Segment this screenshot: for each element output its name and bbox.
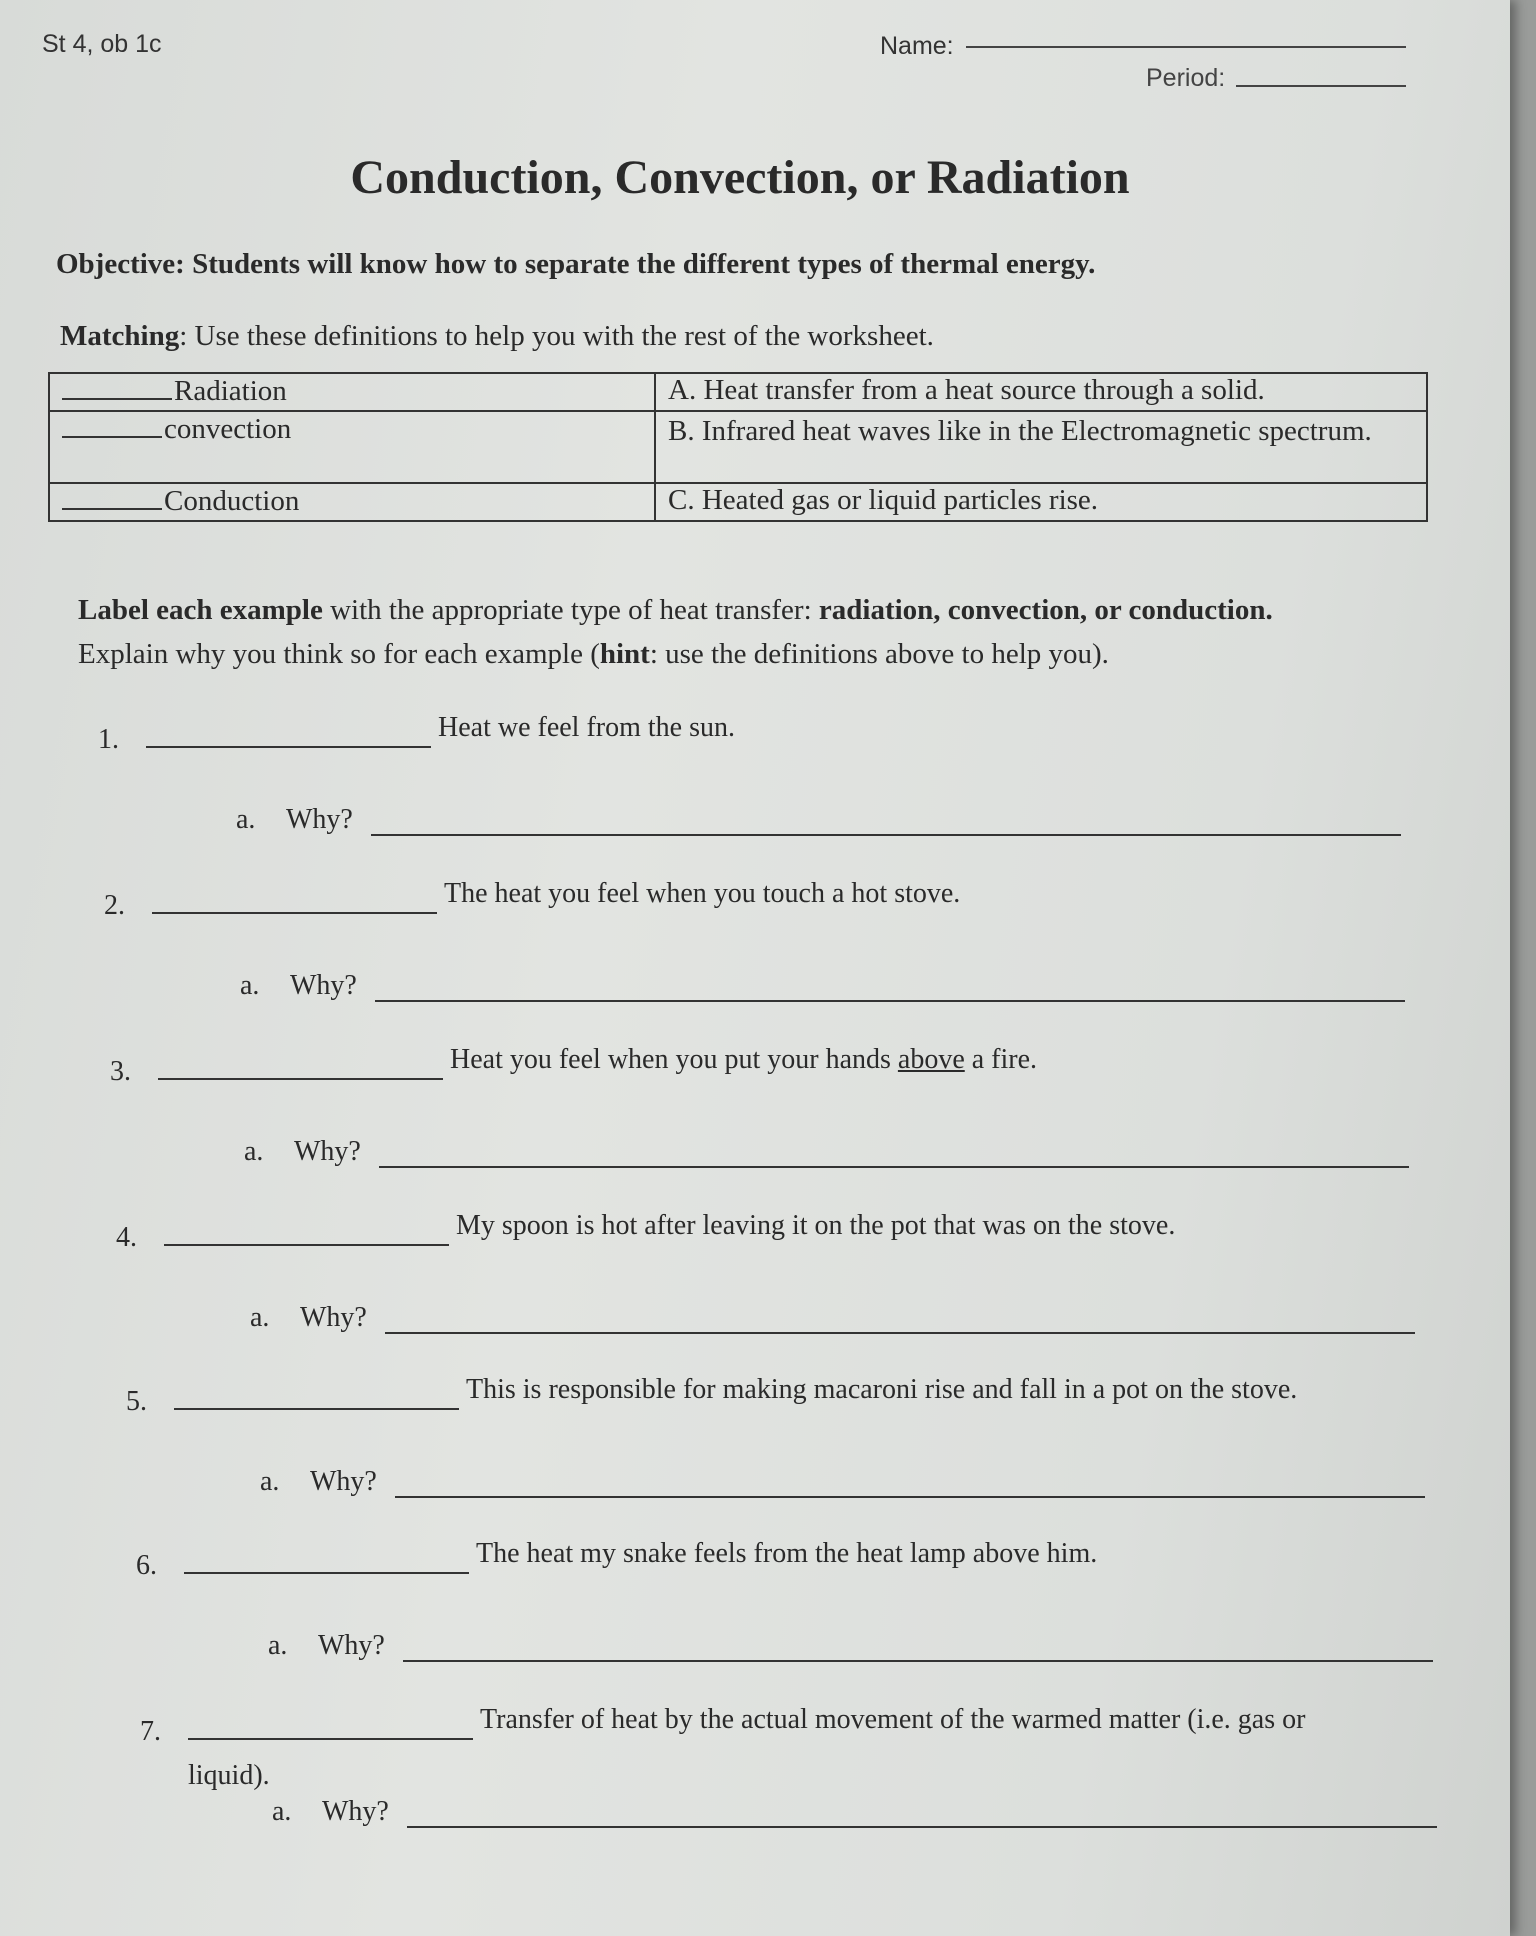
- matching-row: [49, 373, 1427, 411]
- question-text-part: a fire.: [964, 1044, 1038, 1075]
- answer-blank[interactable]: [158, 1078, 443, 1080]
- matching-instruction-text: : Use these definitions to help you with the rest of the worksheet.: [179, 320, 934, 352]
- question-text: Transfer of heat by the actual movement of the warmed matter (i.e. gas or: [480, 1704, 1306, 1735]
- matching-term: convection: [164, 413, 292, 445]
- answer-blank[interactable]: [164, 1244, 449, 1246]
- why-letter: a.: [272, 1796, 292, 1827]
- why-letter: a.: [244, 1136, 264, 1167]
- question-text: [450, 1044, 1037, 1076]
- period-field[interactable]: [1236, 85, 1406, 87]
- matching-answer-blank[interactable]: [62, 374, 172, 400]
- objective-text: Objective: Students will know how to separate the different types of thermal energy.: [56, 248, 1096, 280]
- question-number: 1.: [98, 724, 119, 755]
- why-answer-line[interactable]: [375, 1000, 1405, 1002]
- question-text: The heat my snake feels from the heat lamp above him.: [476, 1538, 1098, 1569]
- why-letter: a.: [250, 1302, 270, 1333]
- question-number: 4.: [116, 1222, 137, 1253]
- matching-term: Radiation: [174, 375, 287, 407]
- why-label: Why?: [310, 1466, 377, 1497]
- question-number: 2.: [104, 890, 125, 921]
- answer-blank[interactable]: [184, 1572, 469, 1574]
- period-label: Period:: [1146, 64, 1226, 92]
- answer-blank[interactable]: [152, 912, 437, 914]
- question-text: Heat we feel from the sun.: [438, 712, 735, 743]
- name-field[interactable]: [966, 46, 1406, 48]
- matching-instructions: [60, 320, 934, 353]
- instructions-text-3: : use the definitions above to help you).: [649, 638, 1109, 670]
- matching-table: [48, 372, 1428, 522]
- matching-definition: C. Heated gas or liquid particles rise.: [655, 483, 1427, 521]
- why-label: Why?: [294, 1136, 361, 1167]
- why-letter: a.: [236, 804, 256, 835]
- instructions-text-2: Explain why you think so for each example (: [78, 638, 600, 670]
- question-underlined-word: above: [897, 1044, 965, 1075]
- question-text: The heat you feel when you touch a hot stove.: [444, 878, 961, 909]
- why-answer-line[interactable]: [379, 1166, 1409, 1168]
- why-letter: a.: [268, 1630, 288, 1661]
- why-answer-line[interactable]: [407, 1826, 1437, 1828]
- why-label: Why?: [300, 1302, 367, 1333]
- question-text-continued: liquid).: [188, 1760, 270, 1791]
- question-number: 3.: [110, 1056, 131, 1087]
- matching-term-cell: [49, 411, 655, 483]
- matching-row: [49, 411, 1427, 483]
- why-answer-line[interactable]: [395, 1496, 1425, 1498]
- matching-label: Matching: [60, 320, 180, 352]
- matching-definition: A. Heat transfer from a heat source through a solid.: [655, 373, 1427, 411]
- why-label: Why?: [286, 804, 353, 835]
- label-instructions: [78, 588, 1418, 676]
- matching-term-cell: [49, 373, 655, 411]
- matching-row: [49, 483, 1427, 521]
- instructions-text-1: with the appropriate type of heat transfer:: [322, 594, 819, 626]
- question-number: 5.: [126, 1386, 147, 1417]
- worksheet-title: Conduction, Convection, or Radiation: [350, 151, 1130, 204]
- matching-answer-blank[interactable]: [62, 484, 162, 510]
- why-label: Why?: [322, 1796, 389, 1827]
- matching-definition: B. Infrared heat waves like in the Electromagnetic spectrum.: [655, 411, 1427, 483]
- instructions-hint: hint: [599, 638, 650, 670]
- why-letter: a.: [260, 1466, 280, 1497]
- why-label: Why?: [318, 1630, 385, 1661]
- matching-answer-blank[interactable]: [62, 412, 162, 438]
- question-text: This is responsible for making macaroni rise and fall in a pot on the stove.: [466, 1374, 1298, 1405]
- name-label: Name:: [880, 32, 954, 60]
- why-letter: a.: [240, 970, 260, 1001]
- why-answer-line[interactable]: [371, 834, 1401, 836]
- standard-code: St 4, ob 1c: [42, 30, 162, 58]
- question-number: 6.: [136, 1550, 157, 1581]
- why-answer-line[interactable]: [385, 1332, 1415, 1334]
- answer-blank[interactable]: [146, 746, 431, 748]
- why-label: Why?: [290, 970, 357, 1001]
- question-text: My spoon is hot after leaving it on the pot that was on the stove.: [456, 1210, 1176, 1241]
- answer-blank[interactable]: [174, 1408, 459, 1410]
- instructions-bold-1: Label each example: [78, 594, 323, 626]
- answer-blank[interactable]: [188, 1738, 473, 1740]
- why-answer-line[interactable]: [403, 1660, 1433, 1662]
- matching-term: Conduction: [164, 485, 300, 517]
- question-text-part: Heat you feel when you put your hands: [450, 1044, 898, 1075]
- instructions-bold-2: radiation, convection, or conduction.: [818, 594, 1273, 626]
- question-number: 7.: [140, 1716, 161, 1747]
- matching-term-cell: [49, 483, 655, 521]
